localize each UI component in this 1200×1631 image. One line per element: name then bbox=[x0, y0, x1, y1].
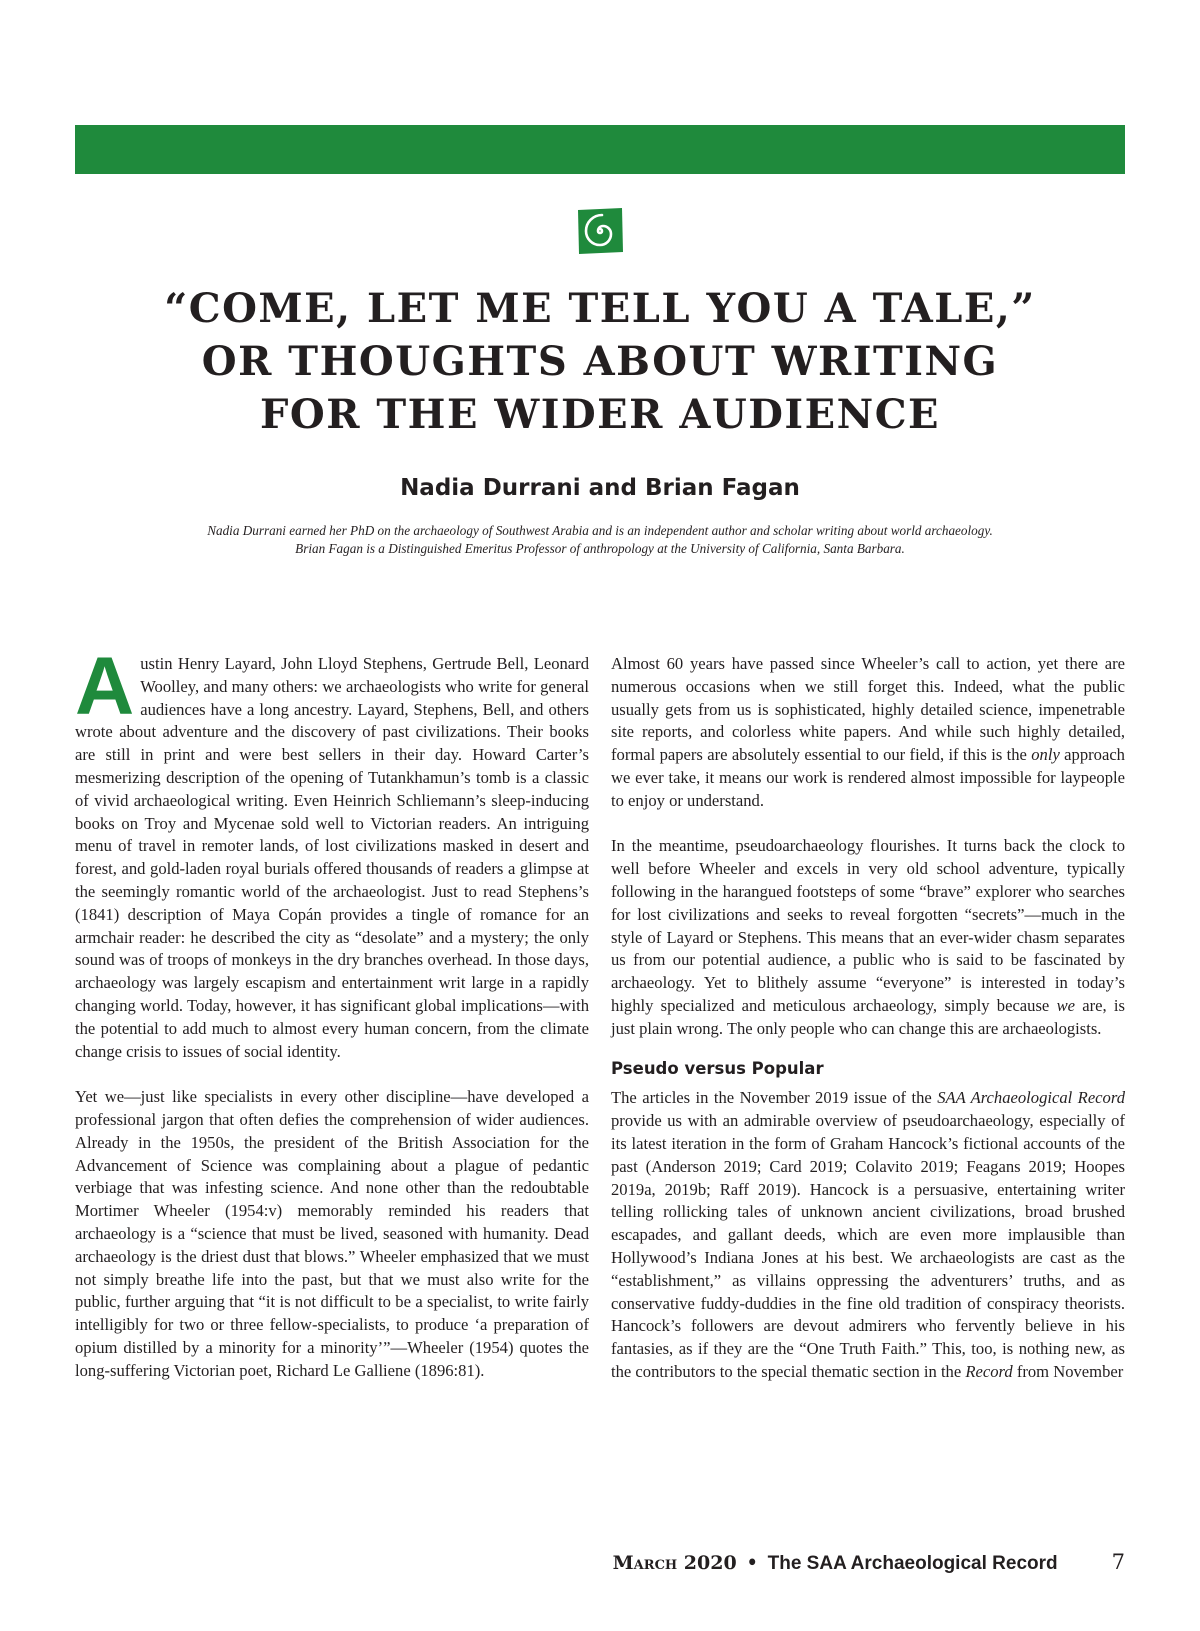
spiral-icon bbox=[575, 206, 625, 256]
left-column bbox=[75, 641, 589, 1405]
section-heading: Pseudo versus Popular bbox=[611, 1059, 824, 1079]
title-line: FOR THE WIDER AUDIENCE bbox=[259, 391, 941, 438]
author-byline: Nadia Durrani and Brian Fagan bbox=[400, 475, 800, 501]
body-paragraph: The articles in the November 2019 issue of the SAA Archaeological Record provide us with an admirable overview of pseudoarchaeology, especially of its latest iteration in the form of Graham Hancock’s fictional accounts of the past (Anderson 2019; Card 2019; Colavito 2019; Feagans 2019; Hoopes 2019a, 2019b; Raff 2019). Hancock is a persuasive, entertaining writer telling rollicking tales of unknown ancient civilizations, broad brushed escapades, and gallant deeds, which are even more implausible than Hollywood’s Indiana Jones at his best. We archaeologists are cast as the “establishment,” as villains oppressing the adventurers’ truths, and as conservative fuddy-duddies in the fine old tradition of conspiracy theorists. Hancock’s followers are devout admirers who fervently believe in his fantasies, as if they are the “One Truth Faith.” This, too, is nothing new, as the contributors to the special thematic section in the Record from November bbox=[611, 1088, 1125, 1381]
article-title bbox=[75, 282, 1125, 441]
title-line: OR THOUGHTS ABOUT WRITING bbox=[201, 338, 999, 385]
bio-line: Brian Fagan is a Distinguished Emeritus Professor of anthropology at the University of California, Santa Barbara. bbox=[295, 541, 905, 556]
body-paragraph: Almost 60 years have passed since Wheeler’s call to action, yet there are numerous occasions when we still forget this. Indeed, what the public usually gets from us is sophisticated, highly detailed science, impenetrable site reports, and colorless white papers. And while such highly detailed, formal papers are absolutely essential to our field, if this is the only approach we ever take, it means our work is rendered almost impossible for laypeople to enjoy or understand. bbox=[611, 654, 1125, 810]
issue-date: March 2020 bbox=[612, 1552, 737, 1574]
page-number: 7 bbox=[1111, 1550, 1125, 1574]
drop-cap: A bbox=[75, 641, 135, 732]
body-paragraph: Yet we—just like specialists in every other discipline—have developed a professional jargon that often defies the comprehension of wider audiences. Already in the 1950s, the president of the British Association for the Advancement of Science was complaining about a plague of pedantic verbiage that was infesting science. And none other than the redoubtable Mortimer Wheeler (1954:v) memorably reminded his readers that archaeology is a “science that must be lived, seasoned with humanity. Dead archaeology is the driest dust that blows.” Wheeler emphasized that we must not simply breathe life into the past, but that we must also write for the public, further arguing that “it is not difficult to be a specialist, to write fairly intelligibly for two or three fellow-specialists, to produce ‘a preparation of opium distilled by a minority for a minority’”—Wheeler (1954) quotes the long-suffering Victorian poet, Richard Le Galliene (1896:81). bbox=[75, 1087, 589, 1380]
right-column bbox=[611, 653, 1125, 1407]
header-color-band bbox=[75, 125, 1125, 174]
body-paragraph: Austin Henry Layard, John Lloyd Stephens, Gertrude Bell, Leonard Woolley, and many others: we archaeologists who write for general audiences have a long ancestry. Layard, Stephens, Bell, and others wrote about adventure and the discovery of past civilizations. Their books are still in print and were best sellers in their day. Howard Carter’s mesmerizing description of the opening of Tutankhamun’s tomb is a classic of vivid archaeological writing. Even Heinrich Schliemann’s sleep-inducing books on Troy and Mycenae sold well to Victorian readers. An intriguing menu of travel in remoter lands, of lost civilizations masked in desert and forest, and gold-laden royal burials offered thousands of readers a glimpse at the seemingly romantic world of the archaeologist. Just to read Stephens’s (1841) description of Maya Copán provides a tingle of romance for an armchair reader: he described the city as “desolate” and a mystery; the only sound was of troops of monkeys in the dry branches overhead. In those days, archaeology was largely escapism and entertainment writ large in a rapidly changing world. Today, however, it has significant global implications—with the potential to add much to almost every human concern, from the climate change crisis to issues of social identity. bbox=[75, 641, 589, 1061]
footer-bullet: • bbox=[746, 1552, 758, 1574]
author-bio bbox=[75, 522, 1125, 558]
title-line: “COME, LET ME TELL YOU A TALE,” bbox=[164, 285, 1036, 332]
page-footer bbox=[613, 1550, 1125, 1576]
body-paragraph: In the meantime, pseudoarchaeology flourishes. It turns back the clock to well before Wheeler and excels in very old school adventure, typically following in the harangued footsteps of some “brave” explorer who searches for lost civilizations and seeks to reveal forgotten “secrets”—much in the style of Layard or Stephens. This means that an ever-wider chasm separates us from our potential audience, a public who is said to be fascinated by archaeology. Yet to blithely assume “everyone” is interested in today’s highly specialized and meticulous archaeology, simply because we are, is just plain wrong. The only people who can change this are archaeologists. bbox=[611, 836, 1125, 1038]
bio-line: Nadia Durrani earned her PhD on the archaeology of Southwest Arabia and is an independent author and scholar writing about world archaeology. bbox=[207, 523, 993, 538]
journal-name: The SAA Archaeological Record bbox=[767, 1553, 1058, 1574]
